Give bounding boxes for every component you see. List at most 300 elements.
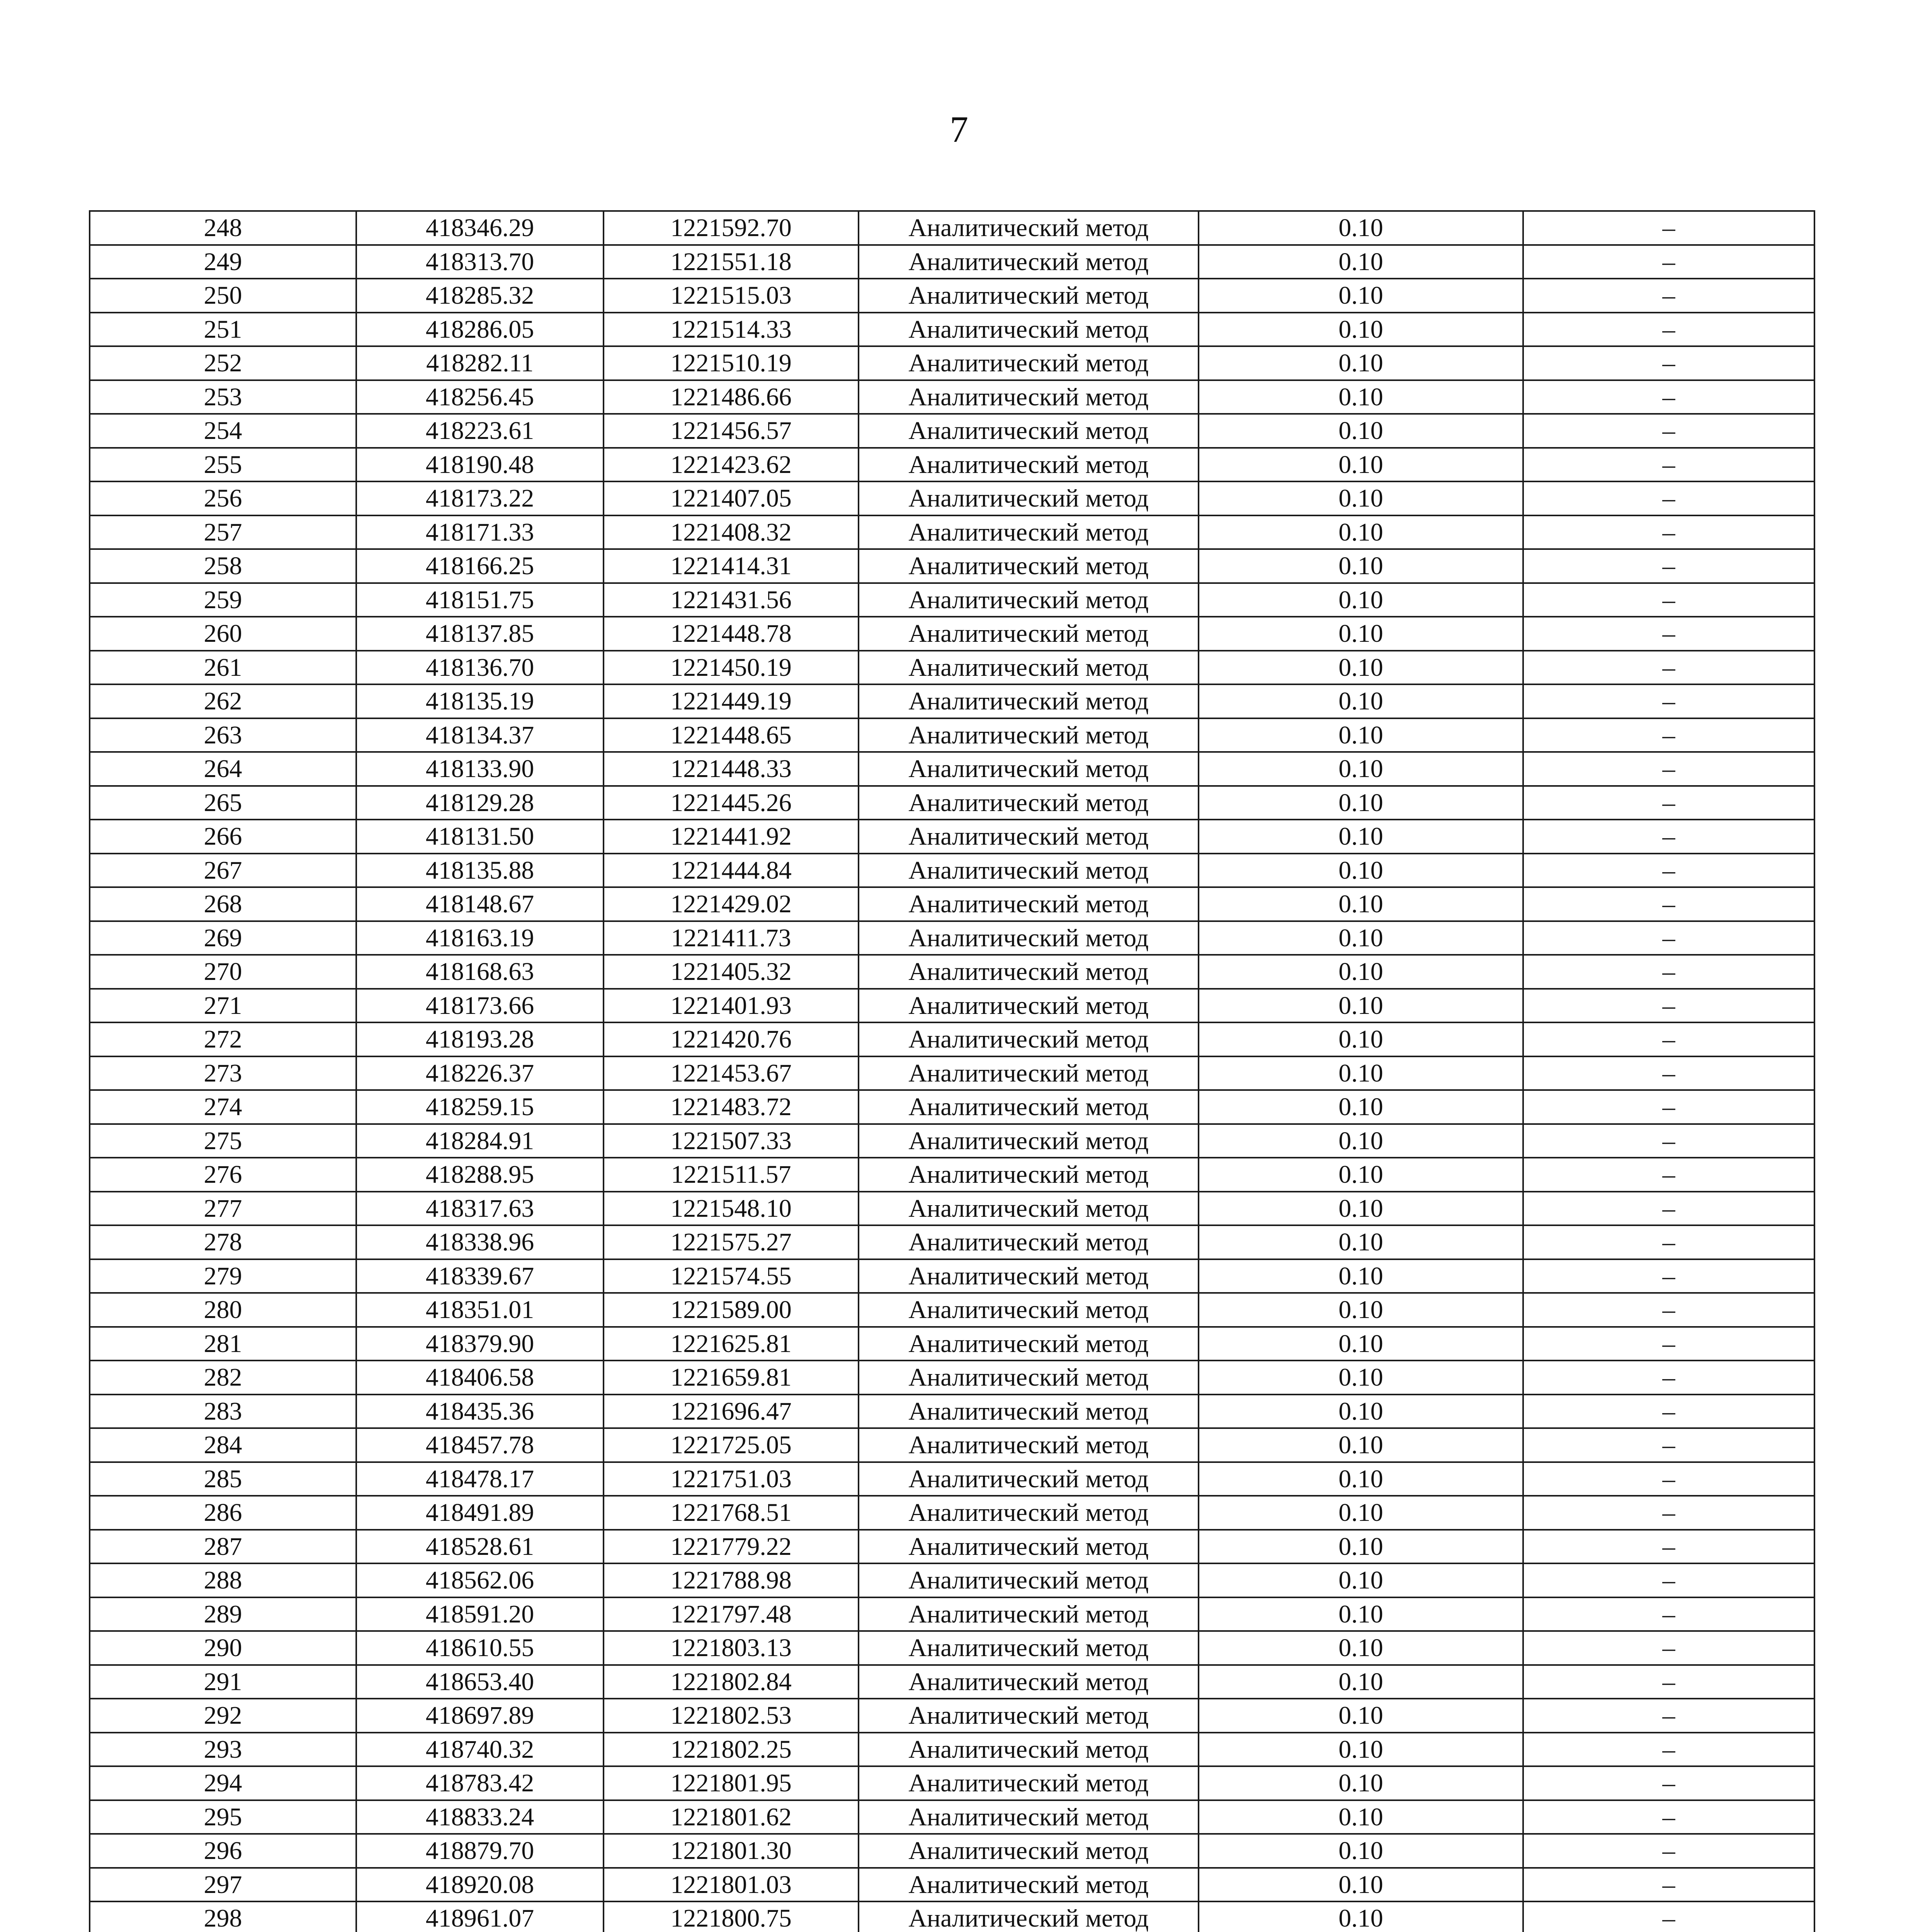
method-cell: Аналитический метод — [859, 1225, 1199, 1259]
method-cell: Аналитический метод — [859, 1090, 1199, 1124]
point-number-cell: 288 — [90, 1563, 356, 1597]
point-number-cell: 279 — [90, 1259, 356, 1293]
precision-cell: 0.10 — [1199, 1733, 1523, 1767]
note-cell: – — [1523, 1428, 1814, 1462]
x-coordinate-cell: 418148.67 — [356, 887, 604, 921]
method-cell: Аналитический метод — [859, 786, 1199, 820]
precision-cell: 0.10 — [1199, 1766, 1523, 1800]
method-cell: Аналитический метод — [859, 549, 1199, 583]
x-coordinate-cell: 418133.90 — [356, 752, 604, 786]
x-coordinate-cell: 418282.11 — [356, 346, 604, 380]
method-cell: Аналитический метод — [859, 1462, 1199, 1496]
point-number-cell: 250 — [90, 279, 356, 313]
table-row — [90, 1530, 1814, 1564]
coordinates-table — [89, 210, 1815, 1932]
y-coordinate-cell: 1221429.02 — [604, 887, 859, 921]
table-row — [90, 1563, 1814, 1597]
note-cell: – — [1523, 1496, 1814, 1530]
y-coordinate-cell: 1221768.51 — [604, 1496, 859, 1530]
table-row — [90, 1496, 1814, 1530]
y-coordinate-cell: 1221407.05 — [604, 481, 859, 515]
method-cell: Аналитический метод — [859, 346, 1199, 380]
precision-cell: 0.10 — [1199, 1395, 1523, 1429]
note-cell: – — [1523, 1834, 1814, 1868]
method-cell: Аналитический метод — [859, 414, 1199, 448]
method-cell: Аналитический метод — [859, 1699, 1199, 1733]
note-cell: – — [1523, 1022, 1814, 1056]
table-row — [90, 854, 1814, 888]
point-number-cell: 258 — [90, 549, 356, 583]
point-number-cell: 298 — [90, 1901, 356, 1932]
point-number-cell: 287 — [90, 1530, 356, 1564]
table-row — [90, 1597, 1814, 1631]
table-row — [90, 1327, 1814, 1361]
note-cell: – — [1523, 245, 1814, 279]
table-row — [90, 1868, 1814, 1902]
note-cell: – — [1523, 583, 1814, 617]
table-row — [90, 1259, 1814, 1293]
method-cell: Аналитический метод — [859, 1259, 1199, 1293]
table-row — [90, 1733, 1814, 1767]
table-row — [90, 448, 1814, 482]
precision-cell: 0.10 — [1199, 380, 1523, 414]
table-row — [90, 1800, 1814, 1834]
note-cell: – — [1523, 346, 1814, 380]
x-coordinate-cell: 418129.28 — [356, 786, 604, 820]
x-coordinate-cell: 418457.78 — [356, 1428, 604, 1462]
point-number-cell: 284 — [90, 1428, 356, 1462]
note-cell: – — [1523, 1733, 1814, 1767]
note-cell: – — [1523, 921, 1814, 955]
x-coordinate-cell: 418135.19 — [356, 684, 604, 718]
y-coordinate-cell: 1221574.55 — [604, 1259, 859, 1293]
x-coordinate-cell: 418134.37 — [356, 718, 604, 752]
method-cell: Аналитический метод — [859, 955, 1199, 989]
method-cell: Аналитический метод — [859, 279, 1199, 313]
note-cell: – — [1523, 1597, 1814, 1631]
note-cell: – — [1523, 549, 1814, 583]
x-coordinate-cell: 418379.90 — [356, 1327, 604, 1361]
point-number-cell: 268 — [90, 887, 356, 921]
point-number-cell: 278 — [90, 1225, 356, 1259]
table-row — [90, 651, 1814, 685]
method-cell: Аналитический метод — [859, 245, 1199, 279]
y-coordinate-cell: 1221575.27 — [604, 1225, 859, 1259]
note-cell: – — [1523, 684, 1814, 718]
note-cell: – — [1523, 414, 1814, 448]
note-cell: – — [1523, 1124, 1814, 1158]
note-cell: – — [1523, 617, 1814, 651]
precision-cell: 0.10 — [1199, 1192, 1523, 1226]
x-coordinate-cell: 418168.63 — [356, 955, 604, 989]
x-coordinate-cell: 418528.61 — [356, 1530, 604, 1564]
method-cell: Аналитический метод — [859, 989, 1199, 1023]
method-cell: Аналитический метод — [859, 718, 1199, 752]
point-number-cell: 292 — [90, 1699, 356, 1733]
precision-cell: 0.10 — [1199, 1090, 1523, 1124]
table-row — [90, 583, 1814, 617]
table-row — [90, 313, 1814, 347]
table-row — [90, 1665, 1814, 1699]
precision-cell: 0.10 — [1199, 887, 1523, 921]
y-coordinate-cell: 1221551.18 — [604, 245, 859, 279]
x-coordinate-cell: 418435.36 — [356, 1395, 604, 1429]
x-coordinate-cell: 418653.40 — [356, 1665, 604, 1699]
precision-cell: 0.10 — [1199, 1327, 1523, 1361]
note-cell: – — [1523, 1327, 1814, 1361]
method-cell: Аналитический метод — [859, 1327, 1199, 1361]
table-row — [90, 1056, 1814, 1090]
point-number-cell: 267 — [90, 854, 356, 888]
precision-cell: 0.10 — [1199, 515, 1523, 549]
method-cell: Аналитический метод — [859, 515, 1199, 549]
table-row — [90, 414, 1814, 448]
method-cell: Аналитический метод — [859, 1496, 1199, 1530]
method-cell: Аналитический метод — [859, 752, 1199, 786]
y-coordinate-cell: 1221453.67 — [604, 1056, 859, 1090]
x-coordinate-cell: 418137.85 — [356, 617, 604, 651]
y-coordinate-cell: 1221751.03 — [604, 1462, 859, 1496]
y-coordinate-cell: 1221515.03 — [604, 279, 859, 313]
x-coordinate-cell: 418223.61 — [356, 414, 604, 448]
precision-cell: 0.10 — [1199, 651, 1523, 685]
x-coordinate-cell: 418190.48 — [356, 448, 604, 482]
x-coordinate-cell: 418346.29 — [356, 211, 604, 245]
precision-cell: 0.10 — [1199, 583, 1523, 617]
precision-cell: 0.10 — [1199, 1597, 1523, 1631]
point-number-cell: 259 — [90, 583, 356, 617]
method-cell: Аналитический метод — [859, 921, 1199, 955]
method-cell: Аналитический метод — [859, 1563, 1199, 1597]
method-cell: Аналитический метод — [859, 1597, 1199, 1631]
point-number-cell: 274 — [90, 1090, 356, 1124]
table-row — [90, 718, 1814, 752]
precision-cell: 0.10 — [1199, 549, 1523, 583]
y-coordinate-cell: 1221802.25 — [604, 1733, 859, 1767]
point-number-cell: 296 — [90, 1834, 356, 1868]
note-cell: – — [1523, 279, 1814, 313]
point-number-cell: 282 — [90, 1361, 356, 1395]
note-cell: – — [1523, 1395, 1814, 1429]
method-cell: Аналитический метод — [859, 1901, 1199, 1932]
method-cell: Аналитический метод — [859, 854, 1199, 888]
method-cell: Аналитический метод — [859, 313, 1199, 347]
point-number-cell: 269 — [90, 921, 356, 955]
note-cell: – — [1523, 1631, 1814, 1665]
note-cell: – — [1523, 887, 1814, 921]
table-row — [90, 1428, 1814, 1462]
point-number-cell: 297 — [90, 1868, 356, 1902]
table-row — [90, 989, 1814, 1023]
note-cell: – — [1523, 752, 1814, 786]
point-number-cell: 251 — [90, 313, 356, 347]
table-row — [90, 380, 1814, 414]
y-coordinate-cell: 1221431.56 — [604, 583, 859, 617]
method-cell: Аналитический метод — [859, 380, 1199, 414]
table-row — [90, 617, 1814, 651]
table-row — [90, 1631, 1814, 1665]
method-cell: Аналитический метод — [859, 448, 1199, 482]
table-row — [90, 1361, 1814, 1395]
x-coordinate-cell: 418166.25 — [356, 549, 604, 583]
note-cell: – — [1523, 1868, 1814, 1902]
x-coordinate-cell: 418286.05 — [356, 313, 604, 347]
y-coordinate-cell: 1221423.62 — [604, 448, 859, 482]
x-coordinate-cell: 418259.15 — [356, 1090, 604, 1124]
precision-cell: 0.10 — [1199, 1462, 1523, 1496]
method-cell: Аналитический метод — [859, 1834, 1199, 1868]
x-coordinate-cell: 418591.20 — [356, 1597, 604, 1631]
point-number-cell: 262 — [90, 684, 356, 718]
precision-cell: 0.10 — [1199, 1868, 1523, 1902]
note-cell: – — [1523, 718, 1814, 752]
table-row — [90, 1901, 1814, 1932]
precision-cell: 0.10 — [1199, 245, 1523, 279]
x-coordinate-cell: 418173.22 — [356, 481, 604, 515]
x-coordinate-cell: 418193.28 — [356, 1022, 604, 1056]
method-cell: Аналитический метод — [859, 1124, 1199, 1158]
note-cell: – — [1523, 1361, 1814, 1395]
precision-cell: 0.10 — [1199, 617, 1523, 651]
method-cell: Аналитический метод — [859, 1293, 1199, 1327]
point-number-cell: 266 — [90, 820, 356, 854]
x-coordinate-cell: 418136.70 — [356, 651, 604, 685]
point-number-cell: 272 — [90, 1022, 356, 1056]
precision-cell: 0.10 — [1199, 481, 1523, 515]
note-cell: – — [1523, 955, 1814, 989]
point-number-cell: 256 — [90, 481, 356, 515]
precision-cell: 0.10 — [1199, 684, 1523, 718]
note-cell: – — [1523, 989, 1814, 1023]
x-coordinate-cell: 418317.63 — [356, 1192, 604, 1226]
table-row — [90, 346, 1814, 380]
method-cell: Аналитический метод — [859, 1022, 1199, 1056]
x-coordinate-cell: 418313.70 — [356, 245, 604, 279]
method-cell: Аналитический метод — [859, 1766, 1199, 1800]
x-coordinate-cell: 418879.70 — [356, 1834, 604, 1868]
table-row — [90, 1766, 1814, 1800]
point-number-cell: 289 — [90, 1597, 356, 1631]
note-cell: – — [1523, 1665, 1814, 1699]
point-number-cell: 281 — [90, 1327, 356, 1361]
x-coordinate-cell: 418285.32 — [356, 279, 604, 313]
table-row — [90, 245, 1814, 279]
method-cell: Аналитический метод — [859, 887, 1199, 921]
point-number-cell: 248 — [90, 211, 356, 245]
y-coordinate-cell: 1221448.33 — [604, 752, 859, 786]
precision-cell: 0.10 — [1199, 820, 1523, 854]
note-cell: – — [1523, 211, 1814, 245]
method-cell: Аналитический метод — [859, 211, 1199, 245]
precision-cell: 0.10 — [1199, 1293, 1523, 1327]
precision-cell: 0.10 — [1199, 854, 1523, 888]
note-cell: – — [1523, 1699, 1814, 1733]
x-coordinate-cell: 418163.19 — [356, 921, 604, 955]
precision-cell: 0.10 — [1199, 1563, 1523, 1597]
method-cell: Аналитический метод — [859, 1868, 1199, 1902]
note-cell: – — [1523, 1563, 1814, 1597]
x-coordinate-cell: 418173.66 — [356, 989, 604, 1023]
x-coordinate-cell: 418135.88 — [356, 854, 604, 888]
precision-cell: 0.10 — [1199, 279, 1523, 313]
method-cell: Аналитический метод — [859, 1395, 1199, 1429]
note-cell: – — [1523, 1225, 1814, 1259]
method-cell: Аналитический метод — [859, 1665, 1199, 1699]
method-cell: Аналитический метод — [859, 1158, 1199, 1192]
method-cell: Аналитический метод — [859, 1428, 1199, 1462]
table-row — [90, 955, 1814, 989]
note-cell: – — [1523, 1192, 1814, 1226]
table-row — [90, 820, 1814, 854]
precision-cell: 0.10 — [1199, 921, 1523, 955]
y-coordinate-cell: 1221803.13 — [604, 1631, 859, 1665]
precision-cell: 0.10 — [1199, 989, 1523, 1023]
coordinates-table-body — [90, 211, 1814, 1932]
note-cell: – — [1523, 313, 1814, 347]
method-cell: Аналитический метод — [859, 651, 1199, 685]
precision-cell: 0.10 — [1199, 786, 1523, 820]
y-coordinate-cell: 1221510.19 — [604, 346, 859, 380]
point-number-cell: 280 — [90, 1293, 356, 1327]
point-number-cell: 254 — [90, 414, 356, 448]
point-number-cell: 290 — [90, 1631, 356, 1665]
precision-cell: 0.10 — [1199, 1901, 1523, 1932]
table-row — [90, 1090, 1814, 1124]
note-cell: – — [1523, 1901, 1814, 1932]
y-coordinate-cell: 1221548.10 — [604, 1192, 859, 1226]
y-coordinate-cell: 1221441.92 — [604, 820, 859, 854]
y-coordinate-cell: 1221449.19 — [604, 684, 859, 718]
y-coordinate-cell: 1221408.32 — [604, 515, 859, 549]
x-coordinate-cell: 418131.50 — [356, 820, 604, 854]
x-coordinate-cell: 418339.67 — [356, 1259, 604, 1293]
table-row — [90, 279, 1814, 313]
table-row — [90, 1395, 1814, 1429]
table-row — [90, 752, 1814, 786]
precision-cell: 0.10 — [1199, 1496, 1523, 1530]
table-row — [90, 515, 1814, 549]
y-coordinate-cell: 1221444.84 — [604, 854, 859, 888]
table-row — [90, 211, 1814, 245]
point-number-cell: 263 — [90, 718, 356, 752]
table-row — [90, 684, 1814, 718]
point-number-cell: 252 — [90, 346, 356, 380]
note-cell: – — [1523, 515, 1814, 549]
point-number-cell: 253 — [90, 380, 356, 414]
note-cell: – — [1523, 854, 1814, 888]
method-cell: Аналитический метод — [859, 1631, 1199, 1665]
note-cell: – — [1523, 1259, 1814, 1293]
y-coordinate-cell: 1221448.78 — [604, 617, 859, 651]
precision-cell: 0.10 — [1199, 1124, 1523, 1158]
point-number-cell: 249 — [90, 245, 356, 279]
x-coordinate-cell: 418351.01 — [356, 1293, 604, 1327]
y-coordinate-cell: 1221448.65 — [604, 718, 859, 752]
y-coordinate-cell: 1221696.47 — [604, 1395, 859, 1429]
point-number-cell: 283 — [90, 1395, 356, 1429]
precision-cell: 0.10 — [1199, 955, 1523, 989]
precision-cell: 0.10 — [1199, 1631, 1523, 1665]
table-row — [90, 1192, 1814, 1226]
x-coordinate-cell: 418338.96 — [356, 1225, 604, 1259]
method-cell: Аналитический метод — [859, 481, 1199, 515]
point-number-cell: 270 — [90, 955, 356, 989]
precision-cell: 0.10 — [1199, 1022, 1523, 1056]
method-cell: Аналитический метод — [859, 820, 1199, 854]
precision-cell: 0.10 — [1199, 1259, 1523, 1293]
x-coordinate-cell: 418920.08 — [356, 1868, 604, 1902]
table-row — [90, 921, 1814, 955]
precision-cell: 0.10 — [1199, 1699, 1523, 1733]
y-coordinate-cell: 1221514.33 — [604, 313, 859, 347]
x-coordinate-cell: 418610.55 — [356, 1631, 604, 1665]
precision-cell: 0.10 — [1199, 1056, 1523, 1090]
precision-cell: 0.10 — [1199, 346, 1523, 380]
x-coordinate-cell: 418406.58 — [356, 1361, 604, 1395]
point-number-cell: 261 — [90, 651, 356, 685]
table-row — [90, 1124, 1814, 1158]
table-row — [90, 1158, 1814, 1192]
note-cell: – — [1523, 1766, 1814, 1800]
table-row — [90, 549, 1814, 583]
y-coordinate-cell: 1221801.30 — [604, 1834, 859, 1868]
y-coordinate-cell: 1221659.81 — [604, 1361, 859, 1395]
point-number-cell: 295 — [90, 1800, 356, 1834]
y-coordinate-cell: 1221450.19 — [604, 651, 859, 685]
x-coordinate-cell: 418783.42 — [356, 1766, 604, 1800]
y-coordinate-cell: 1221401.93 — [604, 989, 859, 1023]
method-cell: Аналитический метод — [859, 617, 1199, 651]
table-row — [90, 1225, 1814, 1259]
table-row — [90, 887, 1814, 921]
x-coordinate-cell: 418697.89 — [356, 1699, 604, 1733]
method-cell: Аналитический метод — [859, 583, 1199, 617]
y-coordinate-cell: 1221483.72 — [604, 1090, 859, 1124]
precision-cell: 0.10 — [1199, 1428, 1523, 1462]
x-coordinate-cell: 418151.75 — [356, 583, 604, 617]
table-row — [90, 786, 1814, 820]
table-row — [90, 1462, 1814, 1496]
x-coordinate-cell: 418288.95 — [356, 1158, 604, 1192]
note-cell: – — [1523, 1530, 1814, 1564]
y-coordinate-cell: 1221456.57 — [604, 414, 859, 448]
method-cell: Аналитический метод — [859, 1056, 1199, 1090]
x-coordinate-cell: 418284.91 — [356, 1124, 604, 1158]
x-coordinate-cell: 418226.37 — [356, 1056, 604, 1090]
point-number-cell: 273 — [90, 1056, 356, 1090]
y-coordinate-cell: 1221801.03 — [604, 1868, 859, 1902]
point-number-cell: 260 — [90, 617, 356, 651]
precision-cell: 0.10 — [1199, 1800, 1523, 1834]
point-number-cell: 294 — [90, 1766, 356, 1800]
y-coordinate-cell: 1221445.26 — [604, 786, 859, 820]
note-cell: – — [1523, 380, 1814, 414]
y-coordinate-cell: 1221801.95 — [604, 1766, 859, 1800]
table-row — [90, 1699, 1814, 1733]
point-number-cell: 293 — [90, 1733, 356, 1767]
page-number: 7 — [950, 109, 968, 150]
x-coordinate-cell: 418740.32 — [356, 1733, 604, 1767]
precision-cell: 0.10 — [1199, 1665, 1523, 1699]
method-cell: Аналитический метод — [859, 1361, 1199, 1395]
y-coordinate-cell: 1221788.98 — [604, 1563, 859, 1597]
y-coordinate-cell: 1221797.48 — [604, 1597, 859, 1631]
note-cell: – — [1523, 481, 1814, 515]
y-coordinate-cell: 1221802.53 — [604, 1699, 859, 1733]
method-cell: Аналитический метод — [859, 1192, 1199, 1226]
precision-cell: 0.10 — [1199, 448, 1523, 482]
y-coordinate-cell: 1221589.00 — [604, 1293, 859, 1327]
